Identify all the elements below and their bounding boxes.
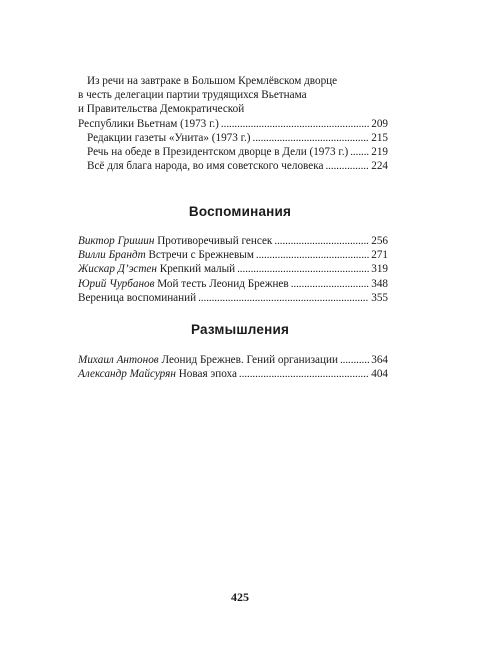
entry-title: Редакции газеты «Унита» (1973 г.) [87, 131, 251, 144]
toc-entry [78, 262, 388, 276]
entry-title-line: Из речи на завтраке в Большом Кремлёвском дворце [87, 75, 338, 87]
toc-entry [78, 353, 388, 367]
leader-dots [253, 131, 370, 145]
entry-label [78, 248, 254, 262]
toc-entry [78, 159, 388, 173]
leader-dots [237, 262, 369, 276]
section-heading-reflections: Размышления [190, 322, 290, 337]
leader-dots [198, 291, 369, 305]
entry-title-line: Республики Вьетнам (1973 г.) [78, 117, 219, 130]
page-number: 404 [371, 368, 388, 381]
entry-title: Речь на обеде в Президентском дворце в Дели (1973 г.) [87, 146, 349, 159]
entry-author: Александр Майсурян [78, 368, 176, 381]
entry-title: Встречи с Брежневым [148, 249, 254, 262]
entry-title: Вереница воспоминаний [78, 291, 197, 304]
toc-entry [78, 248, 388, 262]
entry-label [78, 262, 235, 276]
entry-author: Вилли Брандт [78, 249, 146, 262]
entry-author: Юрий Чурбанов [78, 277, 155, 290]
entry-label [78, 367, 237, 381]
entry-label [78, 234, 272, 248]
page-number: 224 [371, 160, 388, 173]
leader-dots [221, 117, 369, 131]
leader-dots [256, 248, 369, 262]
page-number: 215 [371, 131, 388, 144]
leader-dots [340, 353, 369, 367]
entry-title: Всё для блага народа, во имя советского человека [87, 160, 324, 173]
memoirs-list [78, 234, 388, 305]
leader-dots [291, 277, 370, 291]
page-number: 219 [371, 146, 388, 159]
entry-title: Новая эпоха [178, 368, 237, 381]
entry-title: Леонид Брежнев. Гений организации [161, 354, 338, 366]
entry-title-line: в честь делегации партии трудящихся Вьетнама [78, 89, 307, 102]
toc-entry [78, 145, 388, 159]
folio-page-number: 425 [231, 590, 249, 604]
entry-label [78, 277, 289, 291]
entry-title: Противоречивый генсек [157, 235, 273, 247]
page-number: 319 [371, 263, 388, 276]
entry-label [78, 353, 338, 367]
leader-dots [239, 367, 369, 381]
entry-author: Михаил Антонов [78, 354, 159, 366]
reflections-list [78, 353, 388, 381]
entry-title-line: и Правительства Демократической [78, 103, 245, 116]
leader-dots [350, 145, 369, 159]
page-number: 256 [371, 235, 388, 247]
page-number: 355 [371, 291, 388, 304]
page-number: 209 [371, 117, 388, 130]
entry-title: Крепкий малый [159, 263, 236, 276]
entry-title: Мой тесть Леонид Брежнев [157, 277, 289, 290]
leader-dots [325, 159, 369, 173]
page-number: 364 [371, 354, 388, 366]
leader-dots [274, 234, 369, 248]
page-number: 271 [371, 249, 388, 262]
toc-entry-speech-vietnam [78, 74, 388, 131]
entry-author: Жискар Д’эстен [78, 263, 157, 276]
toc-entry [78, 277, 388, 291]
toc-entry [78, 234, 388, 248]
toc-entry [78, 131, 388, 145]
page-number: 348 [371, 277, 388, 290]
speeches-list [78, 74, 388, 173]
entry-last-line [78, 117, 388, 131]
entry-author: Виктор Гришин [78, 235, 155, 247]
section-heading-memoirs: Воспоминания [188, 204, 292, 219]
toc-entry [78, 291, 388, 305]
toc-entry [78, 367, 388, 381]
